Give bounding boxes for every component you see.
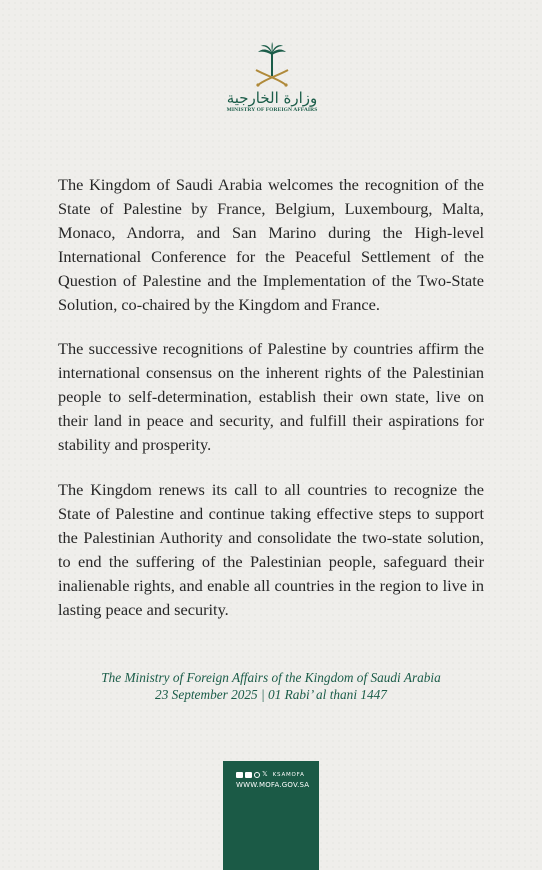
- saudi-emblem-icon: [247, 40, 297, 90]
- signature-date: 23 September 2025 | 01 Rabi’ al thani 1447: [155, 687, 387, 702]
- statement-paragraph: The Kingdom renews its call to all countries to recognize the State of Palestine and continue taking effective steps to support the Palestinian Authority and consolidate the two-state solution, to end the suffering of the Palestinian people, safeguard their inalienable rights, and enable all countries in the region to live in lasting peace and security.: [58, 479, 484, 619]
- youtube-icon[interactable]: [236, 772, 243, 778]
- ministry-name-arabic: وزارة الخارجية: [226, 89, 318, 107]
- x-icon[interactable]: 𝕏: [262, 770, 268, 778]
- facebook-icon[interactable]: [245, 772, 252, 778]
- signature-block: [58, 669, 484, 703]
- ministry-name-english: MINISTRY OF FOREIGN AFFAIRS: [226, 107, 318, 113]
- statement-paragraph: The successive recognitions of Palestine by countries affirm the international consensus on the inherent rights of the Palestinian people to self-determination, establish their own state, live on their land in peace and security, and fulfill their aspirations for stability and prosperity.: [58, 339, 484, 455]
- ministry-logo: [226, 40, 318, 120]
- statement-paragraph: The Kingdom of Saudi Arabia welcomes the recognition of the State of Palestine by France, Belgium, Luxembourg, Malta, Monaco, Andorra, and San Marino during the High-level International Conference for the Peaceful Settlement of the Question of Palestine and the Implementation of the Two-State Solution, co-chaired by the Kingdom and France.: [58, 175, 484, 314]
- signature-ministry: The Ministry of Foreign Affairs of the Kingdom of Saudi Arabia: [101, 670, 441, 685]
- social-links: [236, 771, 305, 778]
- footer-banner: [223, 761, 319, 870]
- website-link[interactable]: WWW.MOFA.GOV.SA: [236, 781, 310, 789]
- instagram-icon[interactable]: [254, 772, 260, 778]
- statement-body: [58, 173, 484, 642]
- social-handle: KSAMOFA: [272, 771, 305, 778]
